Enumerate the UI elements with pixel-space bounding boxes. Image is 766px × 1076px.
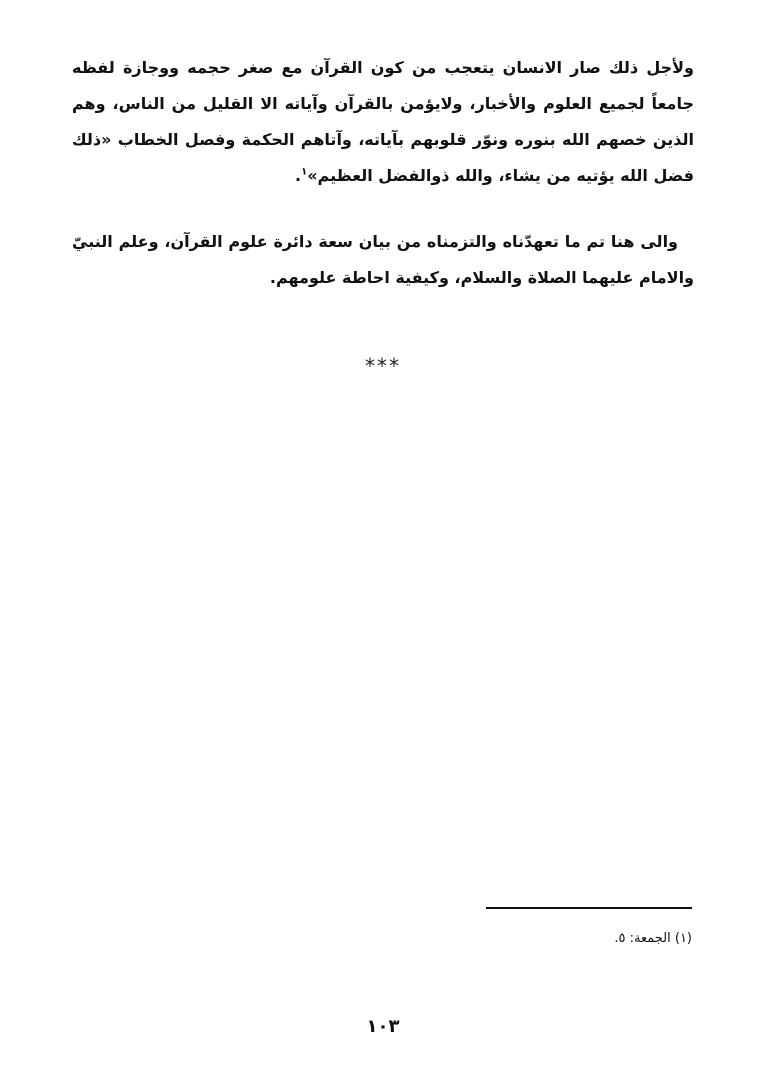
paragraph-2-text: والى هنا تم ما تعهدّناه والتزمناه من بيان سعة دائرة علوم القرآن، وعلم النبيّ والامام عليهما الصلاة والسلام، وكيفية احاطة علومهم. bbox=[72, 232, 694, 287]
page-number: ١٠٣ bbox=[366, 1016, 400, 1037]
paragraph-1: ولأجل ذلك صار الانسان يتعجب من كون القرآن مع صغر حجمه ووجازة لفظه جامعاً لجميع العلوم والأخبار، ولايؤمن بالقرآن وآياته الا القليل من الناس، وهم الذين خصهم الله بنوره ونوّر قلوبهم بآياته، وآتاهم الحكمة وفصل الخطاب «ذلك فضل الله يؤتيه من يشاء، والله ذوالفضل العظيم»$^١$. bbox=[72, 58, 694, 185]
footnote: (١) الجمعة: ٥. bbox=[614, 931, 692, 946]
footnote-divider bbox=[486, 907, 692, 909]
footnote-reference: ١ bbox=[301, 166, 308, 178]
paragraph-2 bbox=[72, 224, 694, 296]
paragraph-1-text: ولأجل ذلك صار الانسان يتعجب من كون القرآن مع صغر حجمه ووجازة لفظه جامعاً لجميع العلوم والأخبار، ولايؤمن بالقرآن وآياته الا القليل من الناس، وهم الذين خصهم الله بنوره ونوّر قلوبهم بآياته، وآتاهم الحكمة وفصل الخطاب «ذلك فضل الله يؤتيه من يشاء، والله ذوالفضل العظيم» bbox=[72, 58, 694, 185]
section-separator: *** bbox=[365, 354, 401, 378]
